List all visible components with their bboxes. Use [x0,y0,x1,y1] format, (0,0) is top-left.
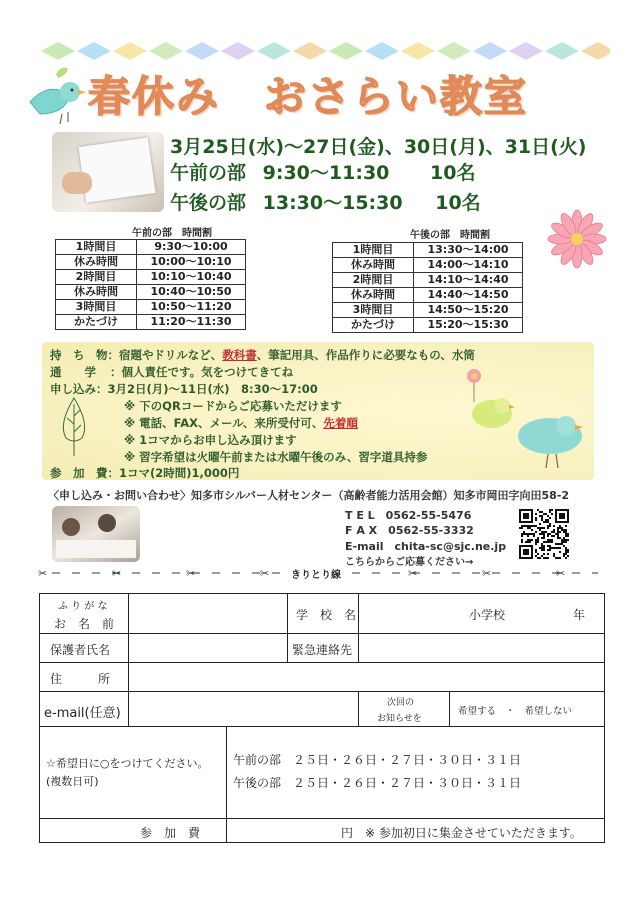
am-session [170,158,475,185]
belongings-text-pre: ：宿題やドリルなど、 [107,348,223,362]
schedule-period: 3時間目 [56,300,137,315]
email-input[interactable] [128,691,359,727]
school-input[interactable] [358,593,605,634]
schedule-row [56,300,246,315]
schedule-period: 休み時間 [56,285,137,300]
commute-line [50,364,293,380]
schedule-period: かたづけ [333,318,414,333]
note-reception [124,415,358,431]
address-input[interactable] [128,662,605,692]
svg-text:✂: ✂ [260,567,270,580]
schedule-period: 3時間目 [333,303,414,318]
note-reception-highlight: 先着順 [323,416,358,430]
birds-illustration [462,362,590,474]
schedule-time: 15:20～15:30 [414,318,523,333]
pm-session-capacity: 10名 [435,192,481,214]
contact-fax: F A X 0562-55-3332 [345,524,474,537]
pm-session [170,188,481,215]
schedule-time: 10:40～10:50 [137,285,246,300]
address-label-cell [39,662,129,692]
name-input[interactable] [128,593,288,634]
page-title: 春休み おさらい教室 [88,72,529,121]
study-photo [52,132,164,212]
guardian-label-cell [39,633,129,663]
email-label: e-mail(任意) [44,706,121,721]
schedule-row [333,288,523,303]
schedule-time: 9:30～10:00 [137,240,246,255]
contact-email[interactable]: E-mail chita-sc@sjc.ne.jp [345,540,507,553]
cut-line-label: きりとり線 [287,566,345,581]
fee-text: ：1コマ(2時間)1,000円 [107,466,240,480]
schedule-row [333,318,523,333]
furigana-label: ふ り が な [58,601,108,612]
name-label: お 名 前 [54,617,115,631]
fee-note-cell [226,818,605,843]
svg-text:✂: ✂ [186,567,196,580]
schedule-period: 休み時間 [333,258,414,273]
note-reception-text: ※ 電話、FAX、メール、来所受付可、 [124,416,324,430]
grade-suffix: 年 [573,608,586,622]
schedule-period: 2時間目 [333,273,414,288]
pm-schedule-caption: 午後の部 時間割 [410,230,490,241]
fee-label: 参 加 費 [50,466,108,480]
wish-days-cell [226,726,605,819]
event-dates: 3月25日(水)～27日(金)、30日(月)、31日(火) [170,136,587,158]
svg-text:✂: ✂ [38,567,48,580]
commute-label: 通 学 [50,365,96,379]
notice-label-line1: 次回の [387,698,415,708]
schedule-time: 14:00～14:10 [414,258,523,273]
schedule-row [333,303,523,318]
schedule-period: かたづけ [56,315,137,330]
schedule-row [333,243,523,258]
note-single-slot: ※ 1コマからお申し込み頂けます [124,433,297,447]
name-label-cell [39,593,129,634]
svg-text:✂: ✂ [556,567,566,580]
schedule-time: 14:10～14:40 [414,273,523,288]
am-session-label: 午前の部 [170,162,247,184]
am-days-selector[interactable]: 午前の部 ２５日・２６日・２７日・３０日・３１日 [233,753,522,767]
notice-options-cell[interactable] [449,691,605,727]
am-session-capacity: 10名 [430,162,476,184]
qr-code-icon[interactable] [517,507,571,561]
schedule-row [56,270,246,285]
am-session-time: 9:30～11:30 [262,162,390,184]
note-calligraphy: ※ 習字希望は火曜午前または水曜午後のみ、習字道具持参 [124,450,428,464]
emergency-input[interactable] [358,633,605,663]
contact-heading: 〈申し込み・お問い合わせ〉知多市シルバー人材センター（高齢者能力活用会館）知多市岡田字向田58-2 [48,489,570,502]
schedule-time: 14:50～15:20 [414,303,523,318]
belongings-label: 持 ち 物 [50,348,108,362]
wish-note: ☆希望日に○をつけてください。(複数日可) [46,757,209,788]
schedule-row [56,255,246,270]
emergency-label: 緊急連絡先 [292,643,353,657]
commute-text: ：個人責任です。気をつけてきてね [110,365,294,379]
emergency-label-cell [287,633,359,663]
schedule-time: 11:20～11:30 [137,315,246,330]
schedule-period: 1時間目 [333,243,414,258]
schedule-row [56,315,246,330]
contact-tel[interactable]: T E L 0562-55-5476 [345,509,472,522]
apply-label: 申し込み [50,382,96,396]
classroom-photo [52,506,140,562]
wish-note-cell [39,726,227,819]
notice-label-cell [358,691,450,727]
schedule-period: 休み時間 [56,255,137,270]
flower-icon [546,208,608,270]
fee-line [50,465,239,481]
notice-label-line2: お知らせを [377,714,422,724]
schedule-period: 休み時間 [333,288,414,303]
school-label-cell [287,593,359,634]
schedule-time: 10:00～10:10 [137,255,246,270]
application-form [39,593,605,843]
email-label-cell [39,691,129,727]
pm-days-selector[interactable]: 午後の部 ２５日・２６日・２７日・３０日・３１日 [233,776,522,790]
belongings-text-post: 、筆記用具、作品作りに必要なもの、水筒 [256,348,475,362]
pm-session-time: 13:30～15:30 [262,192,403,214]
form-fee-note: 円 ※ 参加初日に集金させていただきます。 [341,826,582,840]
schedule-time: 14:40～14:50 [414,288,523,303]
schedule-period: 1時間目 [56,240,137,255]
address-label: 住 所 [50,672,111,686]
am-schedule-caption: 午前の部 時間割 [132,228,212,239]
svg-text:✂: ✂ [112,567,122,580]
schedule-row [333,273,523,288]
pm-schedule-table [332,242,523,333]
fee-label-cell [39,818,227,843]
apply-text: ：3月2日(月)～11日(水) 8:30～17:00 [96,382,318,396]
am-schedule-table [55,239,246,330]
svg-text:✂: ✂ [408,567,418,580]
belongings-highlight: 教科書 [222,348,257,362]
note-qr: ※ 下のQRコードからご応募いただけます [124,399,342,413]
guardian-label: 保護者氏名 [50,643,111,657]
schedule-time: 10:10～10:40 [137,270,246,285]
school-suffix: 小学校 [469,608,506,622]
schedule-time: 13:30～14:00 [414,243,523,258]
schedule-time: 10:50～11:20 [137,300,246,315]
guardian-input[interactable] [128,633,288,663]
notice-options[interactable]: 希望する ・ 希望しない [458,706,573,717]
form-fee-label: 参 加 費 [140,826,201,840]
diamond-banner [40,40,610,62]
qr-note: こちらからご応募ください→ [345,557,474,568]
school-label: 学 校 名 [296,608,357,622]
info-panel [42,342,594,480]
schedule-row [56,285,246,300]
schedule-period: 2時間目 [56,270,137,285]
tree-icon [56,394,92,458]
schedule-row [333,258,523,273]
svg-text:✂: ✂ [482,567,492,580]
belongings-line [50,347,475,363]
bird-illustration [20,62,90,128]
schedule-row [56,240,246,255]
pm-session-label: 午後の部 [170,192,247,214]
